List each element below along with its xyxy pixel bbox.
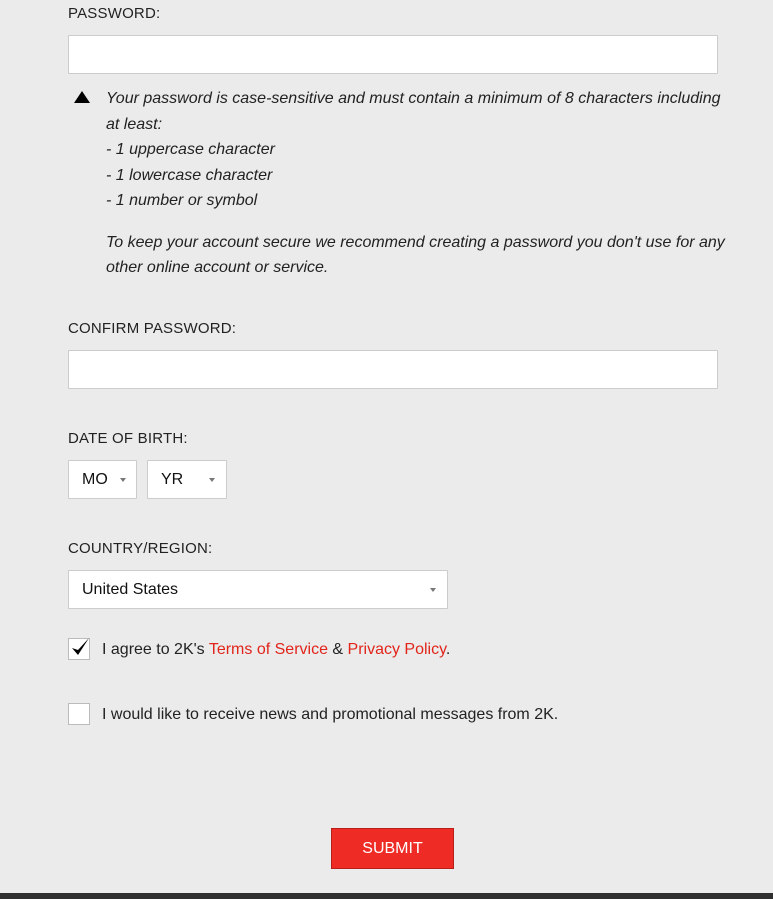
terms-of-service-link[interactable]: Terms of Service bbox=[208, 641, 328, 658]
country-label: COUNTRY/REGION: bbox=[68, 540, 213, 557]
terms-separator: & bbox=[327, 641, 348, 658]
newsletter-checkbox[interactable] bbox=[68, 703, 90, 725]
requirement-number-symbol: - 1 number or symbol bbox=[106, 192, 258, 209]
footer-bar bbox=[0, 893, 773, 899]
requirement-lowercase: - 1 lowercase character bbox=[106, 166, 273, 184]
password-hint bbox=[74, 86, 734, 281]
terms-label bbox=[102, 641, 450, 659]
birth-month-select[interactable] bbox=[68, 460, 137, 499]
submit-button[interactable]: SUBMIT bbox=[331, 828, 454, 869]
password-label: PASSWORD: bbox=[68, 5, 161, 22]
chevron-down-icon bbox=[430, 588, 436, 592]
password-security-note: To keep your account secure we recommend creating a password you don't use for any other online account or service. bbox=[106, 233, 725, 276]
terms-prefix: I agree to 2K's bbox=[102, 641, 209, 658]
birth-year-select[interactable] bbox=[147, 460, 227, 499]
confirm-password-input[interactable] bbox=[68, 350, 718, 389]
newsletter-label: I would like to receive news and promotional messages from 2K. bbox=[102, 706, 559, 723]
birth-year-value: YR bbox=[161, 471, 184, 488]
requirement-uppercase: - 1 uppercase character bbox=[106, 141, 275, 158]
password-hint-intro: Your password is case-sensitive and must contain a minimum of 8 characters including at least: bbox=[106, 90, 721, 133]
confirm-password-label: CONFIRM PASSWORD: bbox=[68, 320, 237, 337]
checkmark-icon bbox=[70, 637, 92, 659]
password-input[interactable] bbox=[68, 35, 718, 74]
terms-checkbox[interactable] bbox=[68, 638, 90, 660]
triangle-up-icon bbox=[74, 91, 90, 103]
privacy-policy-link[interactable]: Privacy Policy bbox=[347, 641, 446, 658]
chevron-down-icon bbox=[209, 478, 215, 482]
date-of-birth-label: DATE OF BIRTH: bbox=[68, 430, 188, 447]
terms-suffix: . bbox=[445, 641, 451, 658]
country-value: United States bbox=[82, 581, 179, 598]
country-select[interactable] bbox=[68, 570, 448, 609]
chevron-down-icon bbox=[120, 478, 126, 482]
birth-month-value: MO bbox=[82, 471, 108, 488]
